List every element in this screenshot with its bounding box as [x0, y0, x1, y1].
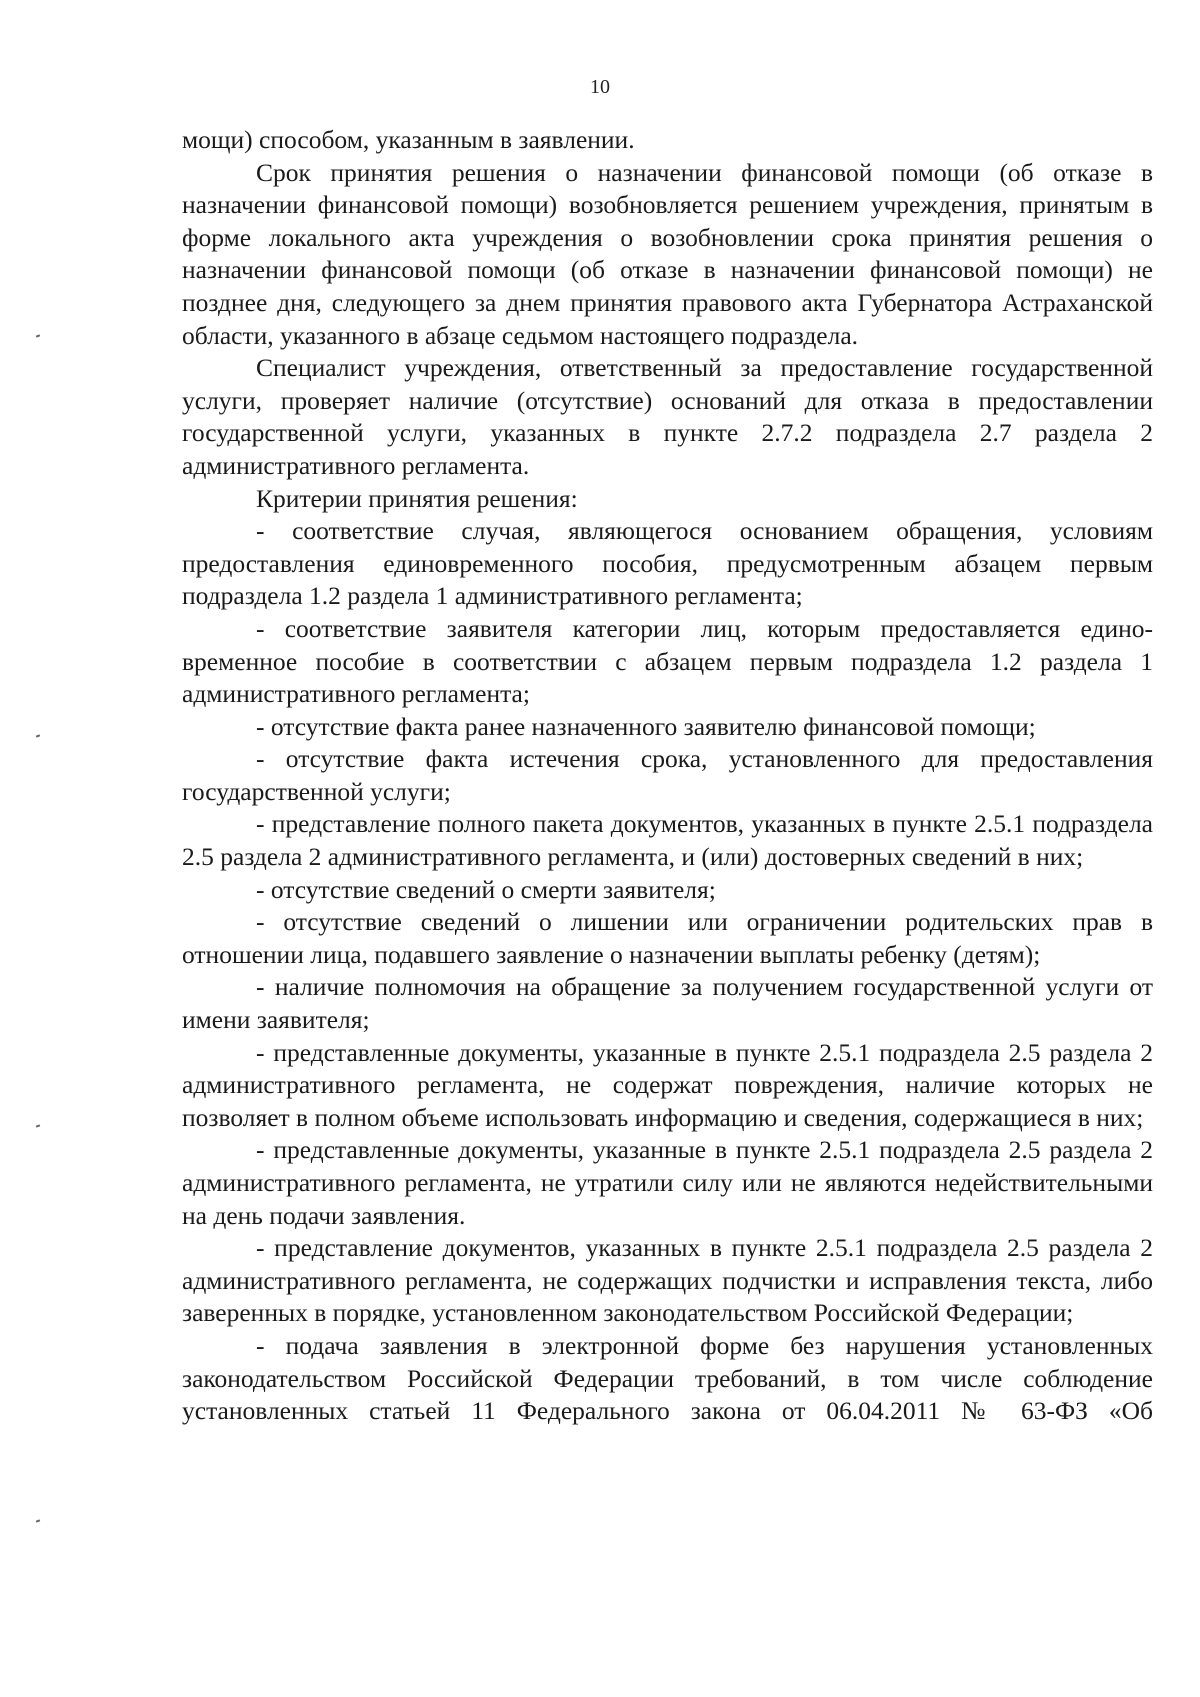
scan-mark — [36, 734, 40, 737]
list-item: - отсутствие сведений о смерти заявителя; — [256, 874, 716, 904]
list-item: - представление полного пакета документов, указанных в пункте 2.5.1 подраздела 2.5 раздела 2 административного регламента, и (или) достоверных сведений в них; — [182, 809, 1153, 872]
document-body — [182, 124, 1153, 1428]
scan-mark — [36, 1124, 40, 1127]
paragraph: Специалист учреждения, ответственный за предоставление государственной услуги, проверяет наличие (отсутствие) оснований для отказа в предоставлении государственной услуги, указанных в пункте 2.7.2 подраздела 2.7 раздела 2 административного регламента. — [182, 353, 1153, 480]
list-item: - подача заявления в электронной форме без нарушения установленных законодательством Российской Федерации требований, в том числе соблюдение установленных статьей 11 Федерального закона от 06.04.2011 № 63-ФЗ «Об — [182, 1330, 1153, 1426]
page-number: 10 — [590, 76, 610, 98]
scan-mark — [36, 334, 40, 337]
scan-mark — [36, 1519, 40, 1522]
list-item: - отсутствие факта ранее назначенного заявителю финансовой помощи; — [256, 711, 1036, 741]
list-item: - отсутствие сведений о лишении или ограничении родительских прав в отношении лица, подавшего заявление о назначении выплаты ребенку (детям); — [182, 907, 1153, 969]
paragraph: Критерии принятия решения: — [256, 483, 578, 513]
list-item: - представление документов, указанных в пункте 2.5.1 подраздела 2.5 раздела 2 административного регламента, не содержащих подчистки и исправления текста, либо заверенных в порядке, установленном законодательством Российской Федерации; — [182, 1233, 1153, 1328]
paragraph-continuation: мощи) способом, указанным в заявлении. — [182, 125, 635, 154]
list-item: - представленные документы, указанные в пункте 2.5.1 подраздела 2.5 раздела 2 административного регламента, не содержат повреждения, наличие которых не позволяет в полном объеме использовать информацию и сведения, содержащиеся в них; — [182, 1037, 1153, 1132]
list-item: - представленные документы, указанные в пункте 2.5.1 подраздела 2.5 раздела 2 административного регламента, не утратили силу или не являются недействительными на день подачи заявления. — [182, 1135, 1153, 1230]
list-item: - соответствие случая, являющегося основанием обращения, условиям предоставления единовременного пособия, предусмотренным абзацем первым подраздела 1.2 раздела 1 административного регламента; — [182, 516, 1153, 611]
list-item: - отсутствие факта истечения срока, установленного для предоставления государственной услуги; — [182, 744, 1153, 806]
paragraph: Срок принятия решения о назначении финансовой помощи (об отказе в назначении финансовой помощи) возобновляется решением учреждения, принятым в форме локального акта учреждения о возобновлении срока принятия решения о назначении финансовой помощи (об отказе в назначении финансовой помощи) не позднее дня, следующего за днем принятия правового акта Губернатора Астраханской области, указанного в абзаце седьмом настоящего подраздела. — [182, 157, 1153, 350]
list-item: - соответствие заявителя категории лиц, которым предоставляется единовременное пособие в соответствии с абзацем первым подраздела 1.2 раздела 1 административного регламента; — [182, 613, 1153, 709]
list-item: - наличие полномочия на обращение за получением государственной услуги от имени заявителя; — [182, 972, 1153, 1035]
